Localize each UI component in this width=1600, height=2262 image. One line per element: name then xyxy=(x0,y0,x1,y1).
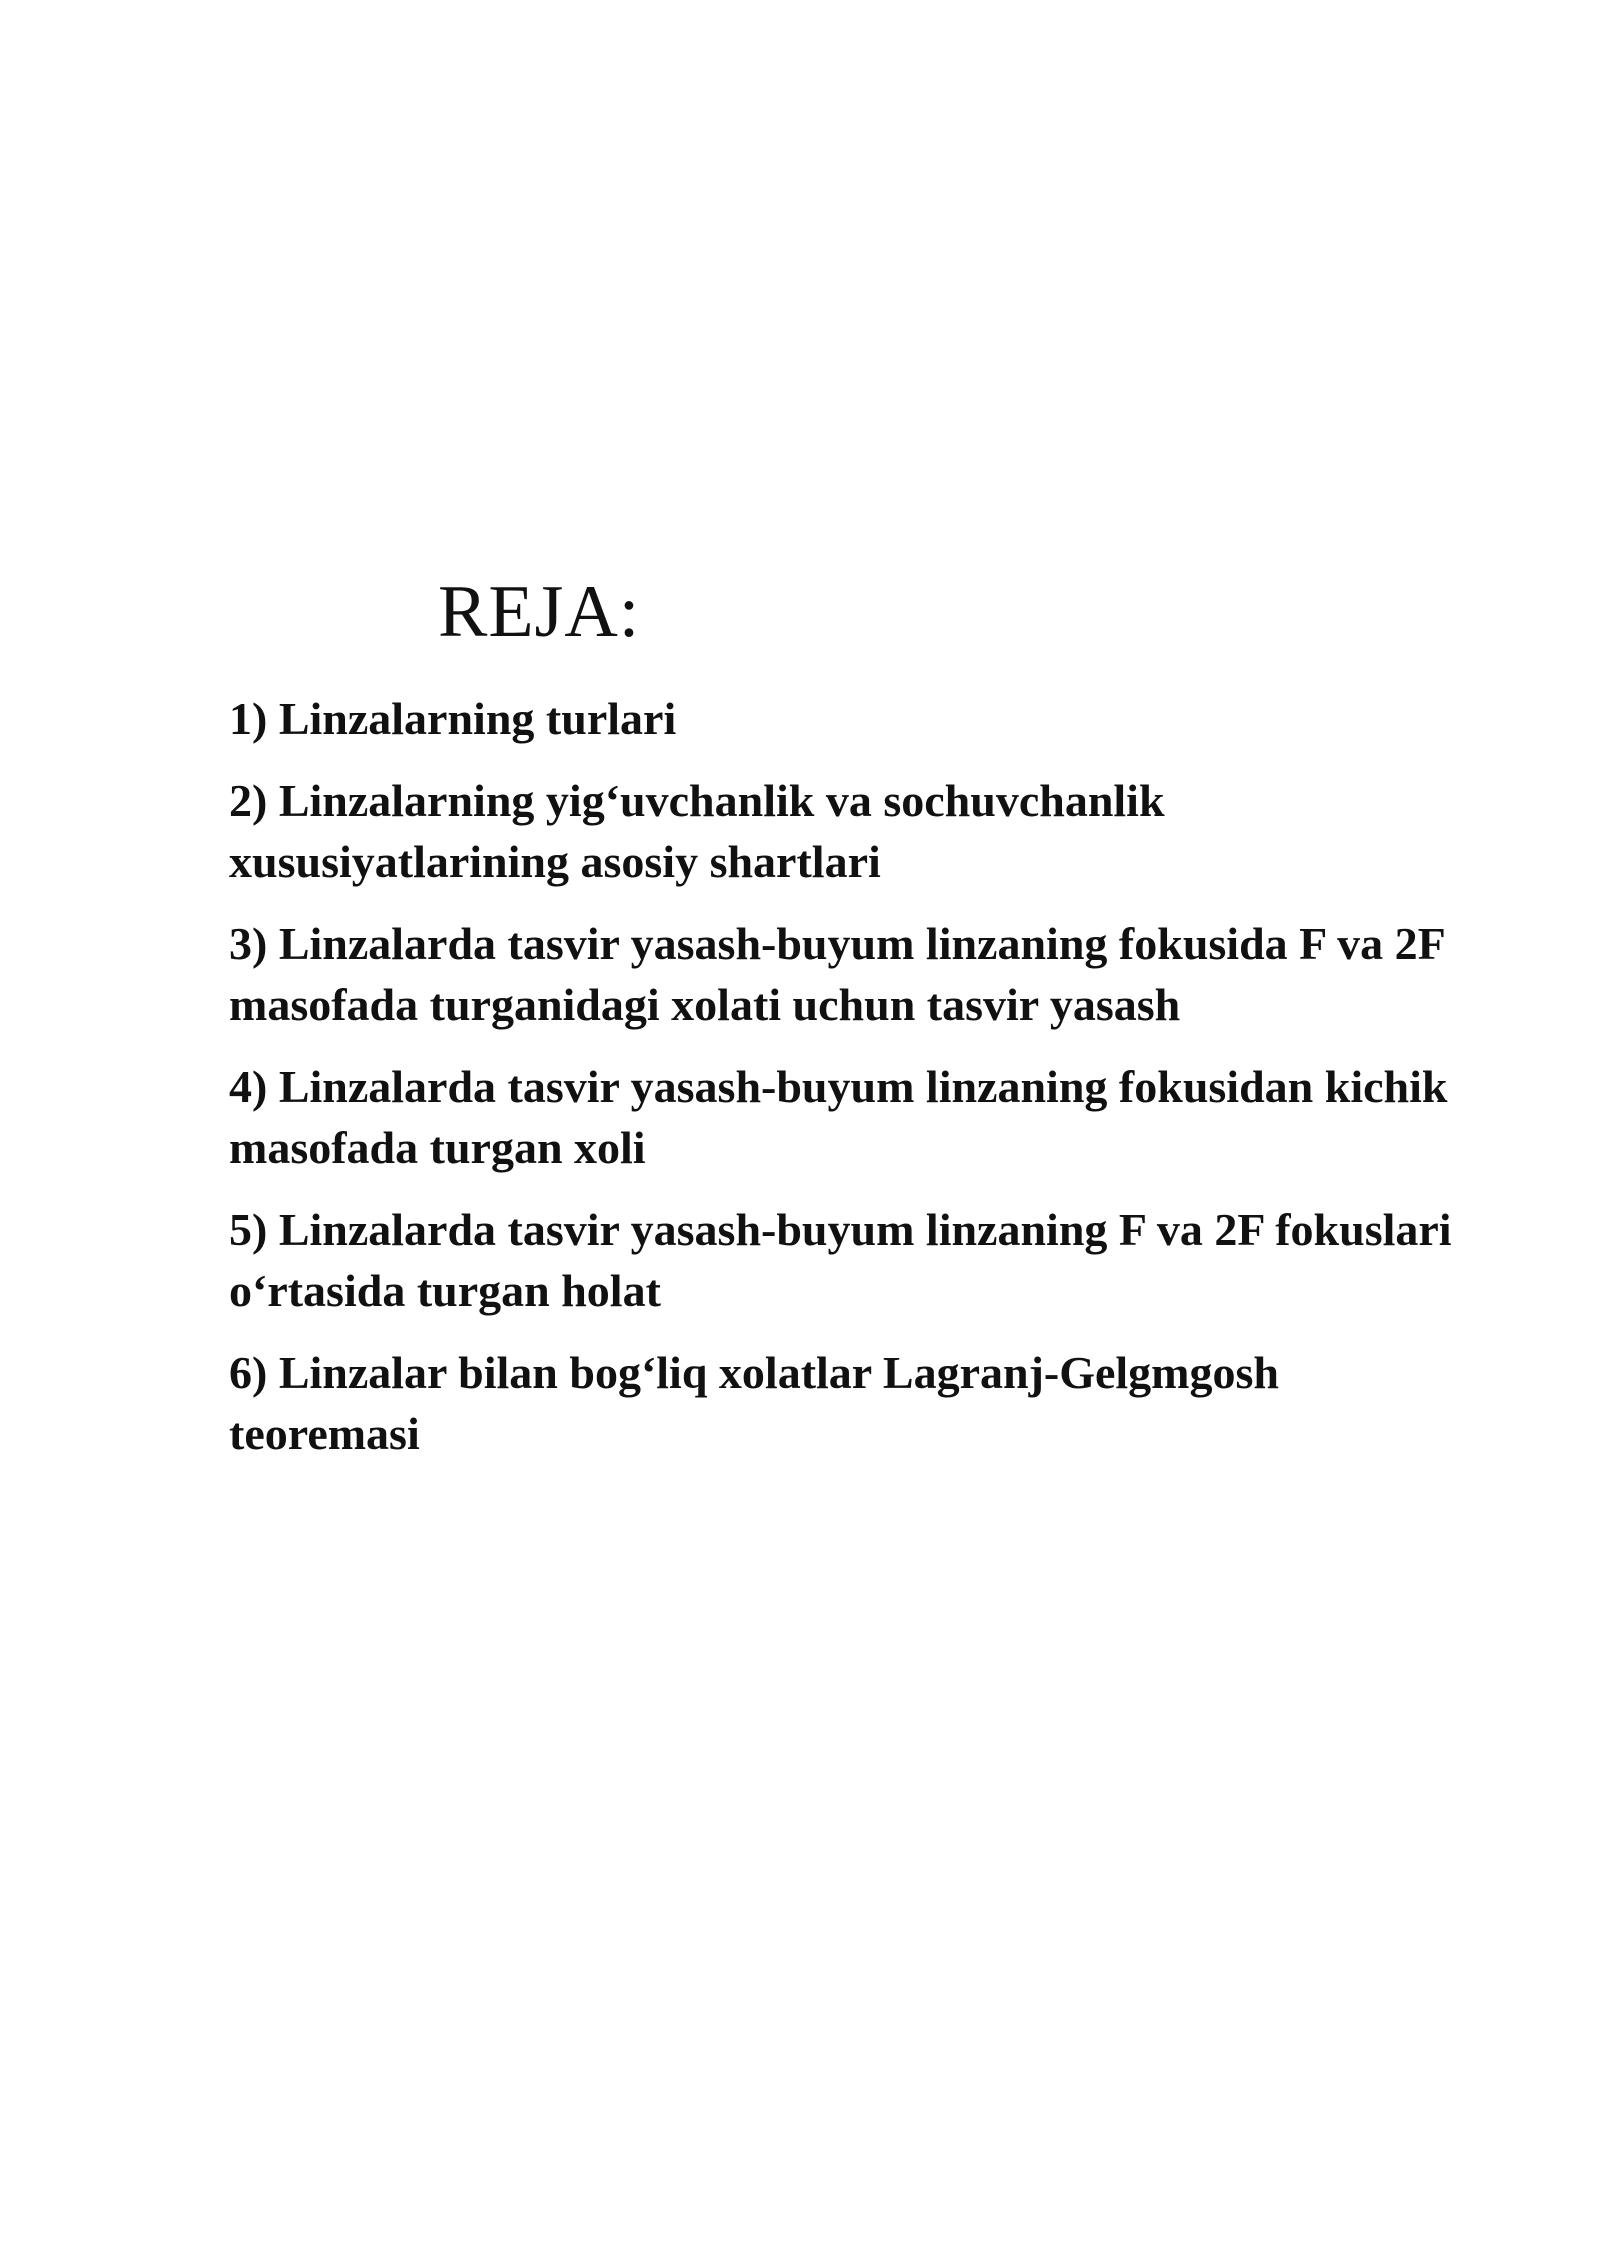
plan-item-4: 4) Linzalarda tasvir yasash-buyum linzaning fokusidan kichik masofada turgan xoli xyxy=(229,1061,1448,1173)
plan-item-2: 2) Linzalarning yig‘uvchanlik va sochuvchanlik xususiyatlarining asosiy shartlari xyxy=(229,775,1165,887)
plan-heading: REJA: xyxy=(438,571,641,653)
plan-item-1: 1) Linzalarning turlari xyxy=(229,693,677,744)
plan-item-6: 6) Linzalar bilan bog‘liq xolatlar Lagranj-Gelgmgosh teoremasi xyxy=(229,1347,1279,1459)
plan-item-3: 3) Linzalarda tasvir yasash-buyum linzaning fokusida F va 2F masofada turganidagi xolati uchun tasvir yasash xyxy=(229,918,1444,1030)
plan-item-5: 5) Linzalarda tasvir yasash-buyum linzaning F va 2F fokuslari o‘rtasida turgan holat xyxy=(229,1204,1452,1316)
plan-list xyxy=(229,688,1469,1485)
